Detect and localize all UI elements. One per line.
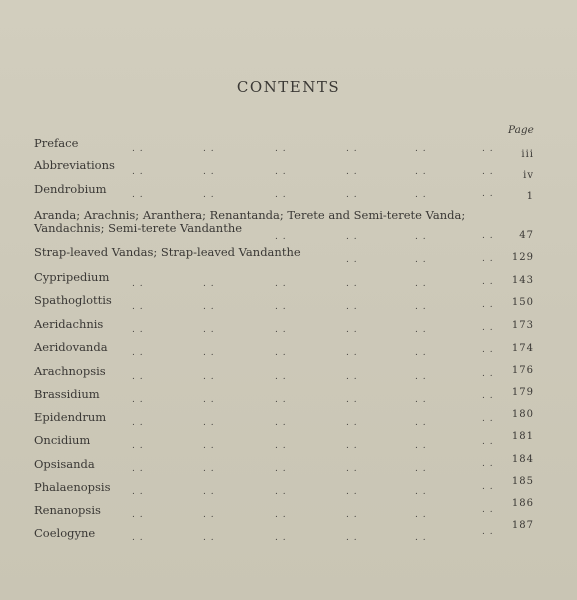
dot-leader: . . <box>132 279 144 289</box>
dot-leader: . . <box>415 255 427 265</box>
dot-leader: . . <box>482 167 494 177</box>
dot-leader: . . <box>415 279 427 289</box>
dot-leader: . . <box>275 418 287 428</box>
dot-leader: . . <box>346 372 358 382</box>
dot-leader: . . <box>346 510 358 520</box>
entry-page-number: 176 <box>511 365 534 376</box>
entry-page-number: 47 <box>519 230 534 241</box>
dot-leader: . . <box>415 418 427 428</box>
entry-title: Aeridachnis <box>34 317 104 331</box>
entry-page-number: 181 <box>511 431 534 442</box>
dot-leader: . . <box>203 144 215 154</box>
entry-title: Cypripedium <box>34 270 110 284</box>
dot-leader: . . <box>415 441 427 451</box>
entry-title: Spathoglottis <box>34 293 112 307</box>
dot-leader: . . <box>346 232 358 242</box>
entry-title: Aranda; Arachnis; Aranthera; Renantanda; Terete and Semi-terete Vanda; <box>34 208 466 222</box>
dot-leader: . . <box>415 464 427 474</box>
entry-page-number: 185 <box>511 476 534 487</box>
dot-leader: . . <box>132 144 144 154</box>
dot-leader: . . <box>203 372 215 382</box>
dot-leader: . . <box>415 232 427 242</box>
dot-leader: . . <box>132 418 144 428</box>
dot-leader: . . <box>482 323 494 333</box>
dot-leader: . . <box>275 190 287 200</box>
dot-leader: . . <box>482 527 494 537</box>
dot-leader: . . <box>275 372 287 382</box>
entry-title: Coelogyne <box>34 526 96 540</box>
dot-leader: . . <box>482 345 494 355</box>
dot-leader: . . <box>346 167 358 177</box>
dot-leader: . . <box>346 348 358 358</box>
dot-leader: . . <box>482 505 494 515</box>
entry-title: Abbreviations <box>34 158 115 172</box>
dot-leader: . . <box>346 255 358 265</box>
dot-leader: . . <box>482 391 494 401</box>
dot-leader: . . <box>203 464 215 474</box>
dot-leader: . . <box>415 533 427 543</box>
dot-leader: . . <box>482 300 494 310</box>
entry-title: Preface <box>34 136 79 150</box>
dot-leader: . . <box>132 190 144 200</box>
dot-leader: . . <box>346 190 358 200</box>
entry-page-number: iii <box>521 149 534 160</box>
entry-page-number: 179 <box>511 387 534 398</box>
page-title: CONTENTS <box>236 78 341 96</box>
dot-leader: . . <box>415 144 427 154</box>
entry-title: Brassidium <box>34 387 100 401</box>
dot-leader: . . <box>203 190 215 200</box>
entry-page-number: 187 <box>511 520 534 531</box>
entry-title-continued: Vandachnis; Semi-terete Vandanthe <box>34 221 243 235</box>
dot-leader: . . <box>203 533 215 543</box>
dot-leader: . . <box>275 232 287 242</box>
dot-leader: . . <box>482 459 494 469</box>
dot-leader: . . <box>415 372 427 382</box>
entry-page-number: 143 <box>511 275 534 286</box>
dot-leader: . . <box>203 441 215 451</box>
dot-leader: . . <box>346 533 358 543</box>
dot-leader: . . <box>482 144 494 154</box>
dot-leader: . . <box>346 144 358 154</box>
dot-leader: . . <box>203 167 215 177</box>
dot-leader: . . <box>203 348 215 358</box>
dot-leader: . . <box>132 487 144 497</box>
page-column-heading: Page <box>508 124 534 136</box>
dot-leader: . . <box>346 464 358 474</box>
dot-leader: . . <box>482 437 494 447</box>
dot-leader: . . <box>415 190 427 200</box>
dot-leader: . . <box>132 372 144 382</box>
dot-leader: . . <box>275 348 287 358</box>
dot-leader: . . <box>482 231 494 241</box>
entry-page-number: iv <box>523 170 534 181</box>
dot-leader: . . <box>132 464 144 474</box>
entry-title: Dendrobium <box>34 182 107 196</box>
entry-page-number: 180 <box>511 409 534 420</box>
dot-leader: . . <box>132 510 144 520</box>
dot-leader: . . <box>482 277 494 287</box>
entry-title: Oncidium <box>34 433 91 447</box>
entry-title: Renanopsis <box>34 503 101 517</box>
dot-leader: . . <box>275 302 287 312</box>
entry-page-number: 150 <box>511 297 534 308</box>
dot-leader: . . <box>203 510 215 520</box>
entry-title: Opsisanda <box>34 457 95 471</box>
dot-leader: . . <box>415 167 427 177</box>
dot-leader: . . <box>275 144 287 154</box>
dot-leader: . . <box>482 189 494 199</box>
dot-leader: . . <box>132 302 144 312</box>
entry-title: Arachnopsis <box>34 364 106 378</box>
dot-leader: . . <box>415 395 427 405</box>
dot-leader: . . <box>346 487 358 497</box>
dot-leader: . . <box>275 167 287 177</box>
dot-leader: . . <box>275 325 287 335</box>
dot-leader: . . <box>275 464 287 474</box>
entry-page-number: 184 <box>511 454 534 465</box>
dot-leader: . . <box>275 441 287 451</box>
dot-leader: . . <box>415 510 427 520</box>
dot-leader: . . <box>132 441 144 451</box>
dot-leader: . . <box>346 441 358 451</box>
dot-leader: . . <box>482 369 494 379</box>
dot-leader: . . <box>203 279 215 289</box>
dot-leader: . . <box>203 395 215 405</box>
dot-leader: . . <box>132 325 144 335</box>
dot-leader: . . <box>275 510 287 520</box>
entry-page-number: 129 <box>511 252 534 263</box>
entry-title: Aeridovanda <box>34 340 108 354</box>
dot-leader: . . <box>415 348 427 358</box>
entry-page-number: 174 <box>511 343 534 354</box>
dot-leader: . . <box>203 487 215 497</box>
dot-leader: . . <box>346 325 358 335</box>
dot-leader: . . <box>346 418 358 428</box>
dot-leader: . . <box>275 533 287 543</box>
dot-leader: . . <box>132 348 144 358</box>
dot-leader: . . <box>415 487 427 497</box>
entry-title: Epidendrum <box>34 410 107 424</box>
entry-page-number: 1 <box>526 191 534 202</box>
dot-leader: . . <box>203 302 215 312</box>
dot-leader: . . <box>275 395 287 405</box>
dot-leader: . . <box>346 302 358 312</box>
dot-leader: . . <box>132 167 144 177</box>
dot-leader: . . <box>482 482 494 492</box>
dot-leader: . . <box>203 418 215 428</box>
entry-page-number: 186 <box>511 498 534 509</box>
dot-leader: . . <box>132 533 144 543</box>
dot-leader: . . <box>275 487 287 497</box>
entry-page-number: 173 <box>511 320 534 331</box>
dot-leader: . . <box>132 395 144 405</box>
dot-leader: . . <box>482 414 494 424</box>
dot-leader: . . <box>415 302 427 312</box>
entry-title: Phalaenopsis <box>34 480 111 494</box>
dot-leader: . . <box>415 325 427 335</box>
dot-leader: . . <box>203 325 215 335</box>
dot-leader: . . <box>346 395 358 405</box>
dot-leader: . . <box>346 279 358 289</box>
dot-leader: . . <box>275 279 287 289</box>
entry-title: Strap-leaved Vandas; Strap-leaved Vandanthe <box>34 245 301 259</box>
dot-leader: . . <box>482 254 494 264</box>
